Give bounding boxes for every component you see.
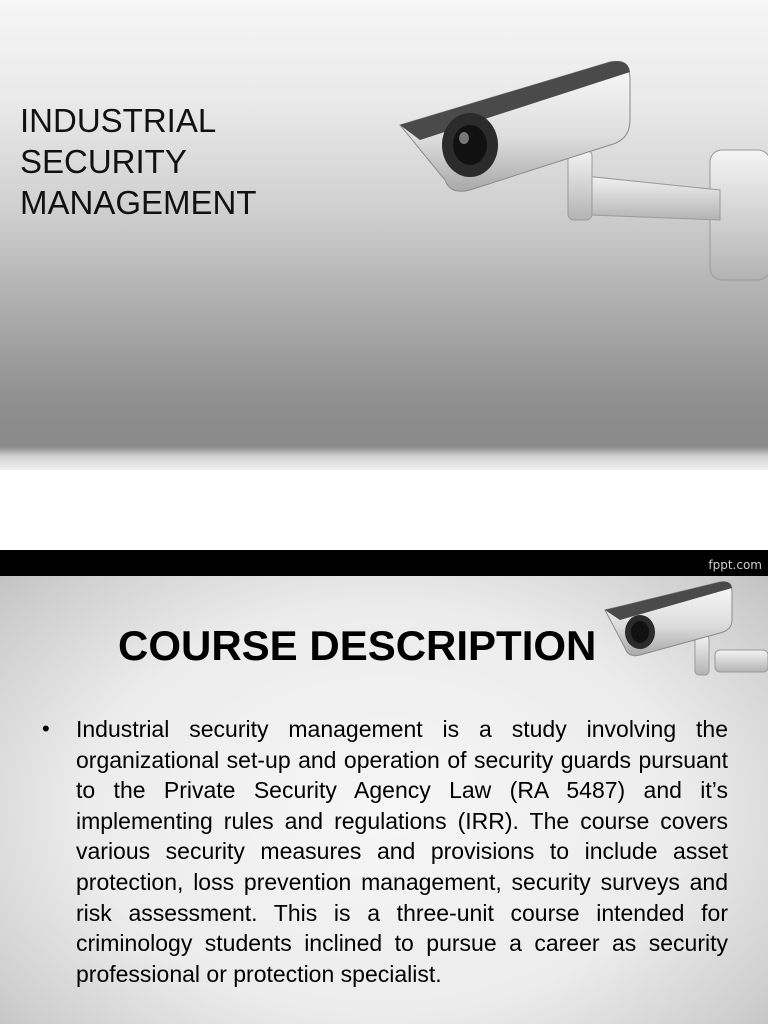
slide-gap — [0, 470, 768, 550]
course-description-slide — [0, 550, 768, 1024]
list-item — [38, 714, 728, 989]
bullet-icon: • — [42, 716, 50, 741]
brand-label: fppt.com — [708, 558, 762, 572]
bullet-text: Industrial security management is a study involving the organizational set-up and operation of security guards pursuant to the Private Security Agency Law (RA 5487) and it’s implementing rules and regulations (IRR). The course covers various security measures and provisions to include asset protection, loss prevention management, security surveys and risk assessment. This is a three-unit course intended for criminology students inclined to pursue a career as security professional or protection specialist. — [76, 716, 728, 987]
bullet-list — [38, 714, 728, 989]
top-bar — [0, 550, 768, 576]
slide-title: INDUSTRIAL SECURITY MANAGEMENT — [20, 102, 257, 221]
slide-heading: COURSE DESCRIPTION — [118, 622, 597, 669]
title-slide — [0, 0, 768, 470]
security-camera-icon — [390, 50, 768, 290]
security-camera-icon — [600, 580, 768, 700]
